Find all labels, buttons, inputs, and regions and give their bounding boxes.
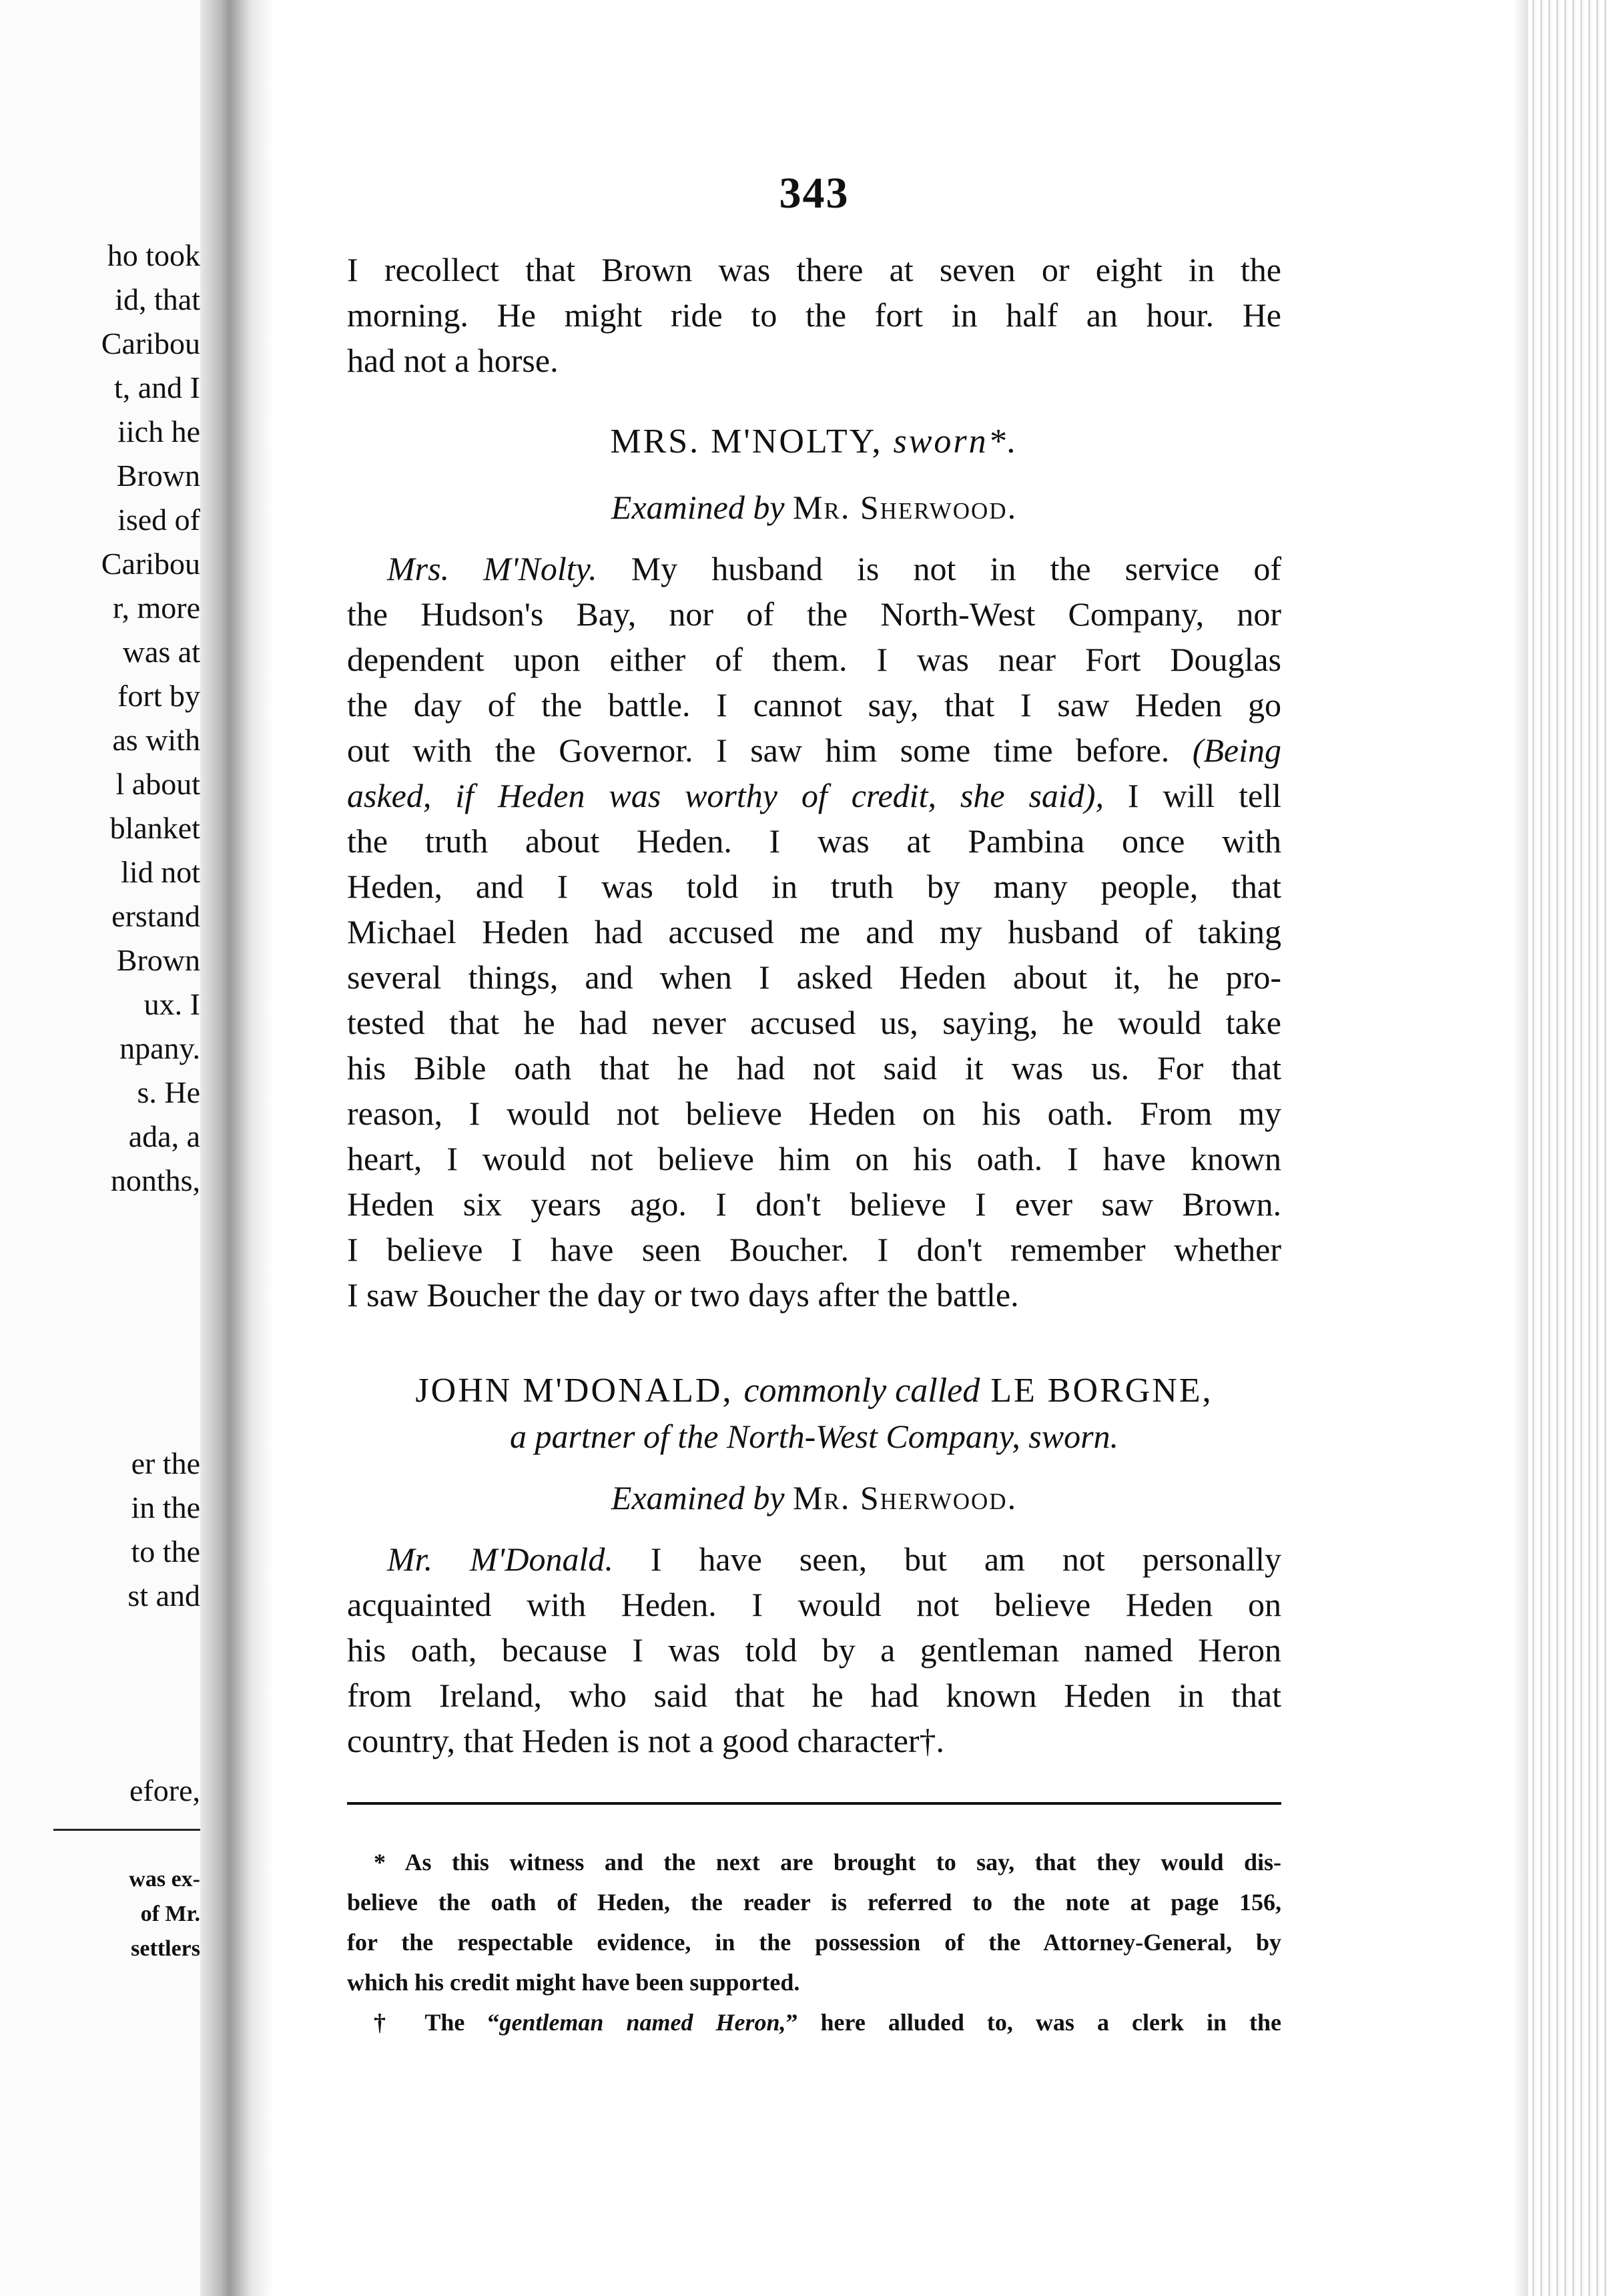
left-fragment: Brown xyxy=(116,943,200,977)
left-fragment: er the xyxy=(131,1446,200,1480)
testimony-first-line xyxy=(347,1536,1281,1582)
examined-line xyxy=(347,485,1281,530)
text-line: I saw Boucher the day or two days after the battle. xyxy=(347,1276,1019,1314)
witness-heading xyxy=(347,419,1281,465)
examined-by-label: Examined by xyxy=(611,489,785,526)
left-facing-page xyxy=(0,0,200,2296)
footnote-text: ” here alluded to, was a clerk in the xyxy=(785,2009,1281,2036)
witness-name: MRS. M'NOLTY, xyxy=(610,422,883,461)
text-line: Heden six years ago. I don't believe I ever saw Brown. xyxy=(347,1185,1281,1223)
text-line: had not a horse. xyxy=(347,342,559,379)
footnote-line: which his credit might have been supported. xyxy=(347,1969,800,1996)
text-span: My husband is not in the service of xyxy=(631,550,1281,587)
left-fragment: to the xyxy=(131,1534,200,1568)
examined-line xyxy=(347,1475,1281,1520)
text-line xyxy=(347,773,1281,818)
text-line: the truth about Heden. I was at Pambina once with xyxy=(347,822,1281,860)
witness-description: a partner of the North-West Company, sworn. xyxy=(509,1418,1119,1455)
text-line: acquainted with Heden. I would not believe Heden on xyxy=(347,1586,1281,1623)
book-binding-shadow xyxy=(200,0,274,2296)
text-line: tested that he had never accused us, saying, he would take xyxy=(347,1004,1281,1041)
aside-text: asked, if Heden was worthy of credit, she said), xyxy=(347,777,1104,814)
left-fragment: l about xyxy=(115,767,200,801)
text-line: the Hudson's Bay, nor of the North-West Company, nor xyxy=(347,595,1281,633)
footnote-line xyxy=(347,2002,1281,2042)
text-line: I recollect that Brown was there at seven or eight in the xyxy=(347,251,1281,288)
text-span: out with the Governor. I saw him some time before. xyxy=(347,732,1170,769)
text-line: his Bible oath that he had not said it was us. For that xyxy=(347,1049,1281,1087)
footnote-line: * As this witness and the next are brought to say, that they would dis- xyxy=(374,1849,1281,1876)
text-line: from Ireland, who said that he had known Heden in that xyxy=(347,1677,1281,1714)
left-fragment: was at xyxy=(122,635,200,669)
left-footnote-fragment: settlers xyxy=(131,1936,200,1961)
examiner-name: Mr. Sherwood. xyxy=(793,489,1018,526)
aside-text: (Being xyxy=(1192,732,1282,769)
left-fragment: iich he xyxy=(117,414,200,449)
text-line xyxy=(347,728,1281,773)
text-line: reason, I would not believe Heden on his oath. From my xyxy=(347,1095,1281,1132)
left-fragment: st and xyxy=(127,1579,200,1613)
left-fragment: fort by xyxy=(117,679,200,713)
text-line: his oath, because I was told by a gentleman named Heron xyxy=(347,1631,1281,1669)
examined-by-label: Examined by xyxy=(611,1479,785,1516)
footnote-line: for the respectable evidence, in the possession of the Attorney-General, by xyxy=(347,1929,1281,1956)
sworn-label: sworn*. xyxy=(893,422,1018,461)
left-fragment: id, that xyxy=(115,282,200,316)
left-fragment: ux. I xyxy=(143,987,200,1021)
witness-name: JOHN M'DONALD, xyxy=(415,1372,733,1410)
left-fragment: t, and I xyxy=(113,370,200,404)
testimony-first-line xyxy=(347,546,1281,591)
text-line: morning. He might ride to the fort in half an hour. He xyxy=(347,296,1281,334)
page-number: 343 xyxy=(779,169,850,218)
text-line: heart, I would not believe him on his oath. I have known xyxy=(347,1140,1281,1177)
book-page xyxy=(347,0,1281,2296)
footnote-rule xyxy=(347,1802,1281,1805)
left-fragment: erstand xyxy=(111,899,200,933)
text-line: country, that Heden is not a good character†. xyxy=(347,1722,945,1759)
speaker-name: Mrs. M'Nolty. xyxy=(387,550,597,587)
speaker-name: Mr. M'Donald. xyxy=(387,1540,613,1578)
left-fragment: blanket xyxy=(109,811,200,845)
left-fragment: s. He xyxy=(137,1075,200,1109)
alias-label: commonly called xyxy=(743,1372,980,1410)
footnote-text: † The “ xyxy=(374,2009,500,2036)
left-fragment: ised of xyxy=(117,503,200,537)
page-edges xyxy=(1528,0,1607,2296)
witness-heading xyxy=(347,1368,1281,1414)
left-fragment: ho took xyxy=(107,238,200,272)
left-fragment: Brown xyxy=(116,459,200,493)
text-line: I believe I have seen Boucher. I don't remember whether xyxy=(347,1231,1281,1268)
left-footnote-fragment: of Mr. xyxy=(140,1902,200,1926)
left-fragment: ada, a xyxy=(128,1119,200,1153)
left-footnote-rule xyxy=(53,1829,200,1831)
text-span: I have seen, but am not personally xyxy=(650,1540,1281,1578)
left-fragment: efore, xyxy=(129,1773,200,1807)
text-line: dependent upon either of them. I was near Fort Douglas xyxy=(347,641,1281,678)
witness-alias: LE BORGNE, xyxy=(990,1372,1213,1410)
left-footnote-fragment: was ex- xyxy=(129,1867,200,1892)
left-fragment: nonths, xyxy=(110,1163,200,1197)
text-line: the day of the battle. I cannot say, that I saw Heden go xyxy=(347,686,1281,724)
left-fragment: Caribou xyxy=(101,326,200,360)
footnote-line: believe the oath of Heden, the reader is referred to the note at page 156, xyxy=(347,1889,1281,1916)
left-fragment: r, more xyxy=(113,591,200,625)
left-fragment: npany. xyxy=(119,1031,200,1065)
left-fragment: lid not xyxy=(121,855,200,889)
text-span: I will tell xyxy=(1127,777,1282,814)
text-line: several things, and when I asked Heden about it, he pro- xyxy=(347,958,1281,996)
examiner-name: Mr. Sherwood. xyxy=(793,1479,1018,1516)
footnote-italic: gentleman named Heron, xyxy=(499,2009,786,2036)
text-line: Heden, and I was told in truth by many people, that xyxy=(347,868,1281,905)
left-fragment: as with xyxy=(112,723,200,757)
left-fragment: in the xyxy=(131,1490,200,1524)
text-line: Michael Heden had accused me and my husband of taking xyxy=(347,913,1281,950)
left-fragment: Caribou xyxy=(101,547,200,581)
